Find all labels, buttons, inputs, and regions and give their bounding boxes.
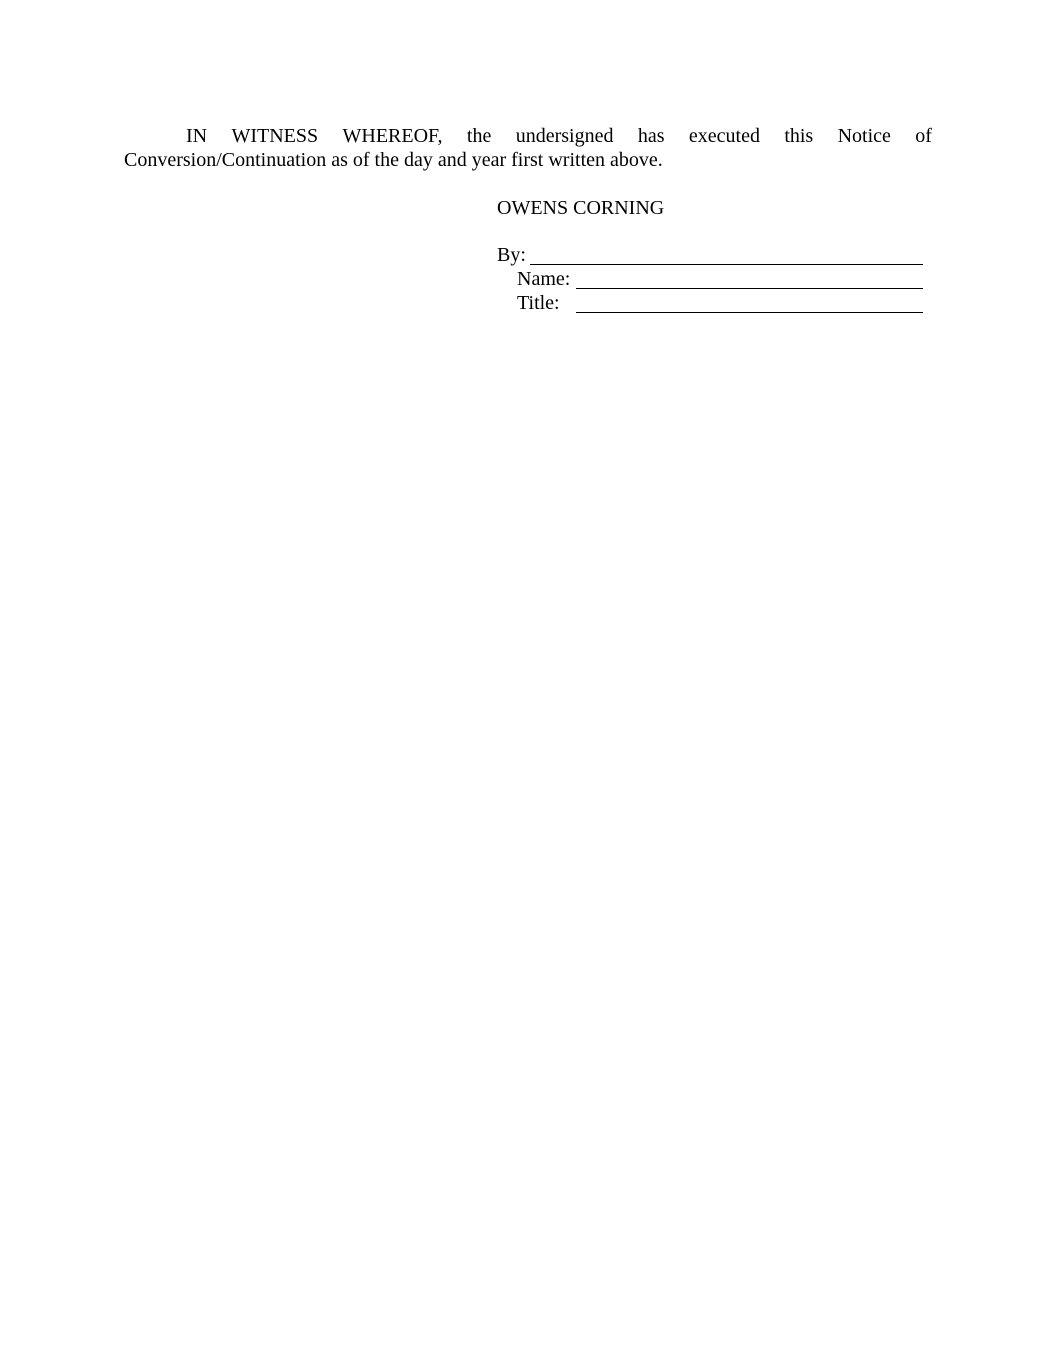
word: Notice bbox=[837, 125, 891, 147]
word: IN bbox=[186, 125, 208, 147]
title-label: Title: bbox=[517, 292, 560, 314]
name-signature-line bbox=[576, 288, 923, 289]
word: WHEREOF, bbox=[342, 125, 443, 147]
witness-paragraph-line-1 bbox=[186, 124, 932, 148]
name-label: Name: bbox=[517, 268, 571, 290]
word: executed bbox=[688, 125, 760, 147]
word: has bbox=[637, 125, 665, 147]
word: undersigned bbox=[515, 125, 614, 147]
word: the bbox=[466, 125, 492, 147]
title-signature-line bbox=[576, 312, 923, 313]
witness-paragraph-line-2: Conversion/Continuation as of the day and year first written above. bbox=[124, 149, 663, 171]
word: this bbox=[784, 125, 814, 147]
by-label: By: bbox=[497, 244, 526, 266]
word: WITNESS bbox=[231, 125, 319, 147]
word: of bbox=[915, 125, 932, 147]
company-name: OWENS CORNING bbox=[497, 197, 665, 219]
by-signature-line bbox=[530, 264, 923, 265]
